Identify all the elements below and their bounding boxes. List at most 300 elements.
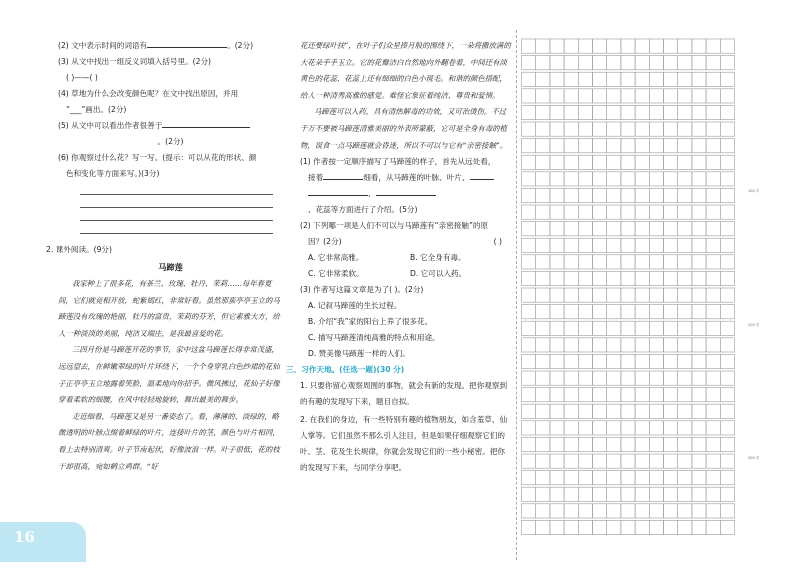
grid-cell[interactable]: [550, 520, 564, 534]
grid-cell[interactable]: [664, 371, 678, 385]
grid-cell[interactable]: [536, 321, 550, 335]
grid-cell[interactable]: [678, 487, 692, 501]
grid-cell[interactable]: [607, 238, 621, 252]
grid-cell[interactable]: [550, 321, 564, 335]
grid-cell[interactable]: [635, 271, 649, 285]
grid-cell[interactable]: [522, 288, 536, 302]
grid-cell[interactable]: [607, 305, 621, 319]
grid-cell[interactable]: [635, 354, 649, 368]
grid-cell[interactable]: [607, 89, 621, 103]
grid-cell[interactable]: [664, 520, 678, 534]
grid-cell[interactable]: [536, 39, 550, 53]
grid-cell[interactable]: [564, 354, 578, 368]
grid-cell[interactable]: [720, 255, 734, 269]
grid-cell[interactable]: [692, 471, 706, 485]
grid-cell[interactable]: [621, 122, 635, 136]
grid-cell[interactable]: [550, 56, 564, 70]
grid-cell[interactable]: [536, 288, 550, 302]
grid-cell[interactable]: [593, 404, 607, 418]
grid-cell[interactable]: [593, 39, 607, 53]
option-a[interactable]: A. 记叙马蹄莲的生长过程。: [308, 301, 402, 311]
grid-cell[interactable]: [621, 404, 635, 418]
grid-cell[interactable]: [692, 454, 706, 468]
grid-cell[interactable]: [692, 89, 706, 103]
grid-cell[interactable]: [578, 454, 592, 468]
grid-cell[interactable]: [536, 371, 550, 385]
grid-cell[interactable]: [593, 471, 607, 485]
grid-cell[interactable]: [536, 56, 550, 70]
grid-cell[interactable]: [578, 404, 592, 418]
question-3-blank[interactable]: ( )——( ): [66, 73, 98, 82]
grid-cell[interactable]: [550, 487, 564, 501]
grid-cell[interactable]: [564, 105, 578, 119]
grid-cell[interactable]: [635, 72, 649, 86]
grid-cell[interactable]: [621, 354, 635, 368]
grid-cell[interactable]: [536, 454, 550, 468]
grid-cell[interactable]: [536, 172, 550, 186]
grid-cell[interactable]: [720, 89, 734, 103]
option-c[interactable]: C. 它非常柔软。: [308, 269, 364, 279]
grid-cell[interactable]: [649, 471, 663, 485]
grid-cell[interactable]: [720, 139, 734, 153]
grid-cell[interactable]: [678, 238, 692, 252]
grid-cell[interactable]: [706, 205, 720, 219]
grid-cell[interactable]: [678, 520, 692, 534]
grid-cell[interactable]: [536, 72, 550, 86]
grid-cell[interactable]: [578, 421, 592, 435]
grid-cell[interactable]: [635, 437, 649, 451]
grid-cell[interactable]: [593, 172, 607, 186]
grid-cell[interactable]: [664, 105, 678, 119]
grid-cell[interactable]: [578, 238, 592, 252]
grid-cell[interactable]: [621, 188, 635, 202]
grid-cell[interactable]: [550, 354, 564, 368]
grid-cell[interactable]: [550, 238, 564, 252]
grid-cell[interactable]: [593, 437, 607, 451]
grid-cell[interactable]: [578, 437, 592, 451]
grid-cell[interactable]: [621, 238, 635, 252]
grid-cell[interactable]: [635, 255, 649, 269]
grid-cell[interactable]: [593, 354, 607, 368]
grid-cell[interactable]: [649, 172, 663, 186]
grid-cell[interactable]: [564, 139, 578, 153]
grid-cell[interactable]: [635, 487, 649, 501]
grid-cell[interactable]: [706, 354, 720, 368]
grid-cell[interactable]: [564, 56, 578, 70]
grid-cell[interactable]: [550, 305, 564, 319]
grid-cell[interactable]: [664, 238, 678, 252]
grid-cell[interactable]: [593, 188, 607, 202]
grid-cell[interactable]: [536, 271, 550, 285]
grid-cell[interactable]: [522, 72, 536, 86]
grid-cell[interactable]: [607, 437, 621, 451]
grid-cell[interactable]: [522, 188, 536, 202]
grid-cell[interactable]: [664, 271, 678, 285]
grid-cell[interactable]: [522, 155, 536, 169]
grid-cell[interactable]: [692, 504, 706, 518]
grid-cell[interactable]: [522, 56, 536, 70]
grid-cell[interactable]: [706, 471, 720, 485]
grid-cell[interactable]: [522, 471, 536, 485]
grid-cell[interactable]: [607, 471, 621, 485]
grid-cell[interactable]: [550, 89, 564, 103]
grid-cell[interactable]: [720, 288, 734, 302]
grid-cell[interactable]: [635, 504, 649, 518]
grid-cell[interactable]: [678, 338, 692, 352]
grid-cell[interactable]: [720, 105, 734, 119]
grid-cell[interactable]: [607, 371, 621, 385]
grid-cell[interactable]: [720, 321, 734, 335]
grid-cell[interactable]: [692, 238, 706, 252]
grid-cell[interactable]: [706, 404, 720, 418]
grid-cell[interactable]: [522, 222, 536, 236]
grid-cell[interactable]: [706, 338, 720, 352]
grid-cell[interactable]: [635, 188, 649, 202]
grid-cell[interactable]: [607, 388, 621, 402]
grid-cell[interactable]: [621, 504, 635, 518]
grid-cell[interactable]: [649, 421, 663, 435]
grid-cell[interactable]: [564, 321, 578, 335]
grid-cell[interactable]: [522, 105, 536, 119]
grid-cell[interactable]: [692, 371, 706, 385]
grid-cell[interactable]: [578, 305, 592, 319]
grid-cell[interactable]: [578, 520, 592, 534]
grid-cell[interactable]: [593, 421, 607, 435]
grid-cell[interactable]: [621, 56, 635, 70]
grid-cell[interactable]: [536, 188, 550, 202]
grid-cell[interactable]: [692, 105, 706, 119]
grid-cell[interactable]: [621, 437, 635, 451]
grid-cell[interactable]: [706, 122, 720, 136]
grid-cell[interactable]: [522, 238, 536, 252]
grid-cell[interactable]: [678, 188, 692, 202]
grid-cell[interactable]: [621, 271, 635, 285]
grid-cell[interactable]: [664, 404, 678, 418]
grid-cell[interactable]: [678, 471, 692, 485]
grid-cell[interactable]: [706, 255, 720, 269]
grid-cell[interactable]: [649, 89, 663, 103]
grid-cell[interactable]: [649, 305, 663, 319]
grid-cell[interactable]: [578, 39, 592, 53]
grid-cell[interactable]: [649, 354, 663, 368]
answer-blank[interactable]: [147, 38, 227, 48]
grid-cell[interactable]: [664, 487, 678, 501]
grid-cell[interactable]: [593, 205, 607, 219]
grid-cell[interactable]: [720, 172, 734, 186]
grid-cell[interactable]: [692, 288, 706, 302]
grid-cell[interactable]: [649, 222, 663, 236]
grid-cell[interactable]: [593, 504, 607, 518]
grid-cell[interactable]: [664, 437, 678, 451]
grid-cell[interactable]: [664, 504, 678, 518]
grid-cell[interactable]: [720, 421, 734, 435]
grid-cell[interactable]: [550, 39, 564, 53]
grid-cell[interactable]: [678, 172, 692, 186]
grid-cell[interactable]: [593, 388, 607, 402]
grid-cell[interactable]: [621, 255, 635, 269]
grid-cell[interactable]: [564, 404, 578, 418]
grid-cell[interactable]: [536, 122, 550, 136]
grid-cell[interactable]: [692, 139, 706, 153]
grid-cell[interactable]: [607, 188, 621, 202]
grid-cell[interactable]: [649, 371, 663, 385]
grid-cell[interactable]: [720, 72, 734, 86]
grid-cell[interactable]: [578, 72, 592, 86]
grid-cell[interactable]: [536, 421, 550, 435]
grid-cell[interactable]: [578, 371, 592, 385]
grid-cell[interactable]: [692, 222, 706, 236]
grid-cell[interactable]: [664, 354, 678, 368]
grid-cell[interactable]: [522, 371, 536, 385]
grid-cell[interactable]: [564, 288, 578, 302]
grid-cell[interactable]: [578, 188, 592, 202]
grid-cell[interactable]: [678, 454, 692, 468]
grid-cell[interactable]: [578, 222, 592, 236]
grid-cell[interactable]: [522, 404, 536, 418]
grid-cell[interactable]: [522, 255, 536, 269]
grid-cell[interactable]: [635, 39, 649, 53]
grid-cell[interactable]: [536, 520, 550, 534]
answer-lines[interactable]: [58, 182, 283, 234]
grid-cell[interactable]: [706, 437, 720, 451]
grid-cell[interactable]: [564, 504, 578, 518]
grid-cell[interactable]: [692, 354, 706, 368]
grid-cell[interactable]: [720, 122, 734, 136]
grid-cell[interactable]: [720, 354, 734, 368]
grid-cell[interactable]: [607, 404, 621, 418]
grid-cell[interactable]: [522, 205, 536, 219]
grid-cell[interactable]: [706, 56, 720, 70]
answer-blank[interactable]: [323, 170, 363, 180]
grid-cell[interactable]: [664, 288, 678, 302]
grid-cell[interactable]: [635, 89, 649, 103]
grid-cell[interactable]: [621, 288, 635, 302]
grid-cell[interactable]: [607, 271, 621, 285]
grid-cell[interactable]: [720, 504, 734, 518]
grid-cell[interactable]: [621, 321, 635, 335]
grid-cell[interactable]: [564, 487, 578, 501]
grid-cell[interactable]: [635, 321, 649, 335]
grid-cell[interactable]: [536, 504, 550, 518]
grid-cell[interactable]: [607, 504, 621, 518]
grid-cell[interactable]: [593, 487, 607, 501]
grid-cell[interactable]: [578, 56, 592, 70]
grid-cell[interactable]: [692, 321, 706, 335]
grid-cell[interactable]: [522, 122, 536, 136]
grid-cell[interactable]: [536, 89, 550, 103]
grid-cell[interactable]: [522, 421, 536, 435]
grid-cell[interactable]: [706, 271, 720, 285]
grid-cell[interactable]: [621, 155, 635, 169]
grid-cell[interactable]: [621, 454, 635, 468]
grid-cell[interactable]: [536, 305, 550, 319]
grid-cell[interactable]: [649, 238, 663, 252]
grid-cell[interactable]: [564, 188, 578, 202]
grid-cell[interactable]: [607, 139, 621, 153]
grid-cell[interactable]: [550, 288, 564, 302]
grid-cell[interactable]: [550, 122, 564, 136]
grid-cell[interactable]: [578, 504, 592, 518]
grid-cell[interactable]: [720, 205, 734, 219]
grid-cell[interactable]: [692, 205, 706, 219]
grid-cell[interactable]: [593, 56, 607, 70]
grid-cell[interactable]: [635, 421, 649, 435]
grid-cell[interactable]: [564, 371, 578, 385]
grid-cell[interactable]: [635, 288, 649, 302]
grid-cell[interactable]: [550, 371, 564, 385]
grid-cell[interactable]: [678, 56, 692, 70]
grid-cell[interactable]: [522, 139, 536, 153]
grid-cell[interactable]: [720, 338, 734, 352]
grid-cell[interactable]: [664, 338, 678, 352]
grid-cell[interactable]: [635, 404, 649, 418]
grid-cell[interactable]: [692, 305, 706, 319]
grid-cell[interactable]: [692, 338, 706, 352]
grid-cell[interactable]: [635, 338, 649, 352]
grid-cell[interactable]: [706, 39, 720, 53]
grid-cell[interactable]: [664, 471, 678, 485]
grid-cell[interactable]: [593, 139, 607, 153]
grid-cell[interactable]: [564, 454, 578, 468]
grid-cell[interactable]: [635, 155, 649, 169]
writing-grid[interactable]: [521, 37, 746, 537]
grid-cell[interactable]: [706, 72, 720, 86]
option-d[interactable]: D. 赞美像马蹄莲一样的人们。: [308, 349, 410, 359]
grid-cell[interactable]: [678, 371, 692, 385]
grid-cell[interactable]: [692, 155, 706, 169]
grid-cell[interactable]: [635, 471, 649, 485]
option-a[interactable]: A. 它非常高雅。: [308, 253, 364, 263]
grid-cell[interactable]: [706, 105, 720, 119]
grid-cell[interactable]: [593, 371, 607, 385]
grid-cell[interactable]: [706, 321, 720, 335]
grid-cell[interactable]: [664, 205, 678, 219]
grid-cell[interactable]: [564, 437, 578, 451]
grid-cell[interactable]: [550, 222, 564, 236]
grid-cell[interactable]: [536, 238, 550, 252]
grid-cell[interactable]: [564, 72, 578, 86]
grid-cell[interactable]: [522, 338, 536, 352]
grid-cell[interactable]: [578, 487, 592, 501]
option-c[interactable]: C. 描写马蹄莲清纯高雅的特点和用途。: [308, 333, 440, 343]
grid-cell[interactable]: [678, 437, 692, 451]
grid-cell[interactable]: [706, 139, 720, 153]
grid-cell[interactable]: [635, 122, 649, 136]
grid-cell[interactable]: [564, 89, 578, 103]
grid-cell[interactable]: [720, 56, 734, 70]
grid-cell[interactable]: [692, 520, 706, 534]
grid-cell[interactable]: [649, 437, 663, 451]
grid-cell[interactable]: [621, 39, 635, 53]
grid-cell[interactable]: [607, 255, 621, 269]
grid-cell[interactable]: [522, 504, 536, 518]
grid-cell[interactable]: [720, 155, 734, 169]
grid-cell[interactable]: [536, 255, 550, 269]
grid-cell[interactable]: [578, 139, 592, 153]
grid-cell[interactable]: [522, 388, 536, 402]
grid-cell[interactable]: [621, 139, 635, 153]
grid-cell[interactable]: [635, 371, 649, 385]
grid-cell[interactable]: [621, 371, 635, 385]
grid-cell[interactable]: [692, 487, 706, 501]
grid-cell[interactable]: [635, 172, 649, 186]
grid-cell[interactable]: [621, 205, 635, 219]
grid-cell[interactable]: [692, 122, 706, 136]
grid-cell[interactable]: [578, 105, 592, 119]
grid-cell[interactable]: [649, 520, 663, 534]
grid-cell[interactable]: [564, 172, 578, 186]
grid-cell[interactable]: [692, 39, 706, 53]
option-b[interactable]: B. 它全身有毒。: [410, 253, 466, 263]
grid-cell[interactable]: [621, 72, 635, 86]
grid-cell[interactable]: [720, 404, 734, 418]
answer-blank[interactable]: [308, 186, 368, 196]
grid-cell[interactable]: [649, 288, 663, 302]
grid-cell[interactable]: [522, 39, 536, 53]
grid-cell[interactable]: [678, 354, 692, 368]
grid-cell[interactable]: [692, 72, 706, 86]
grid-cell[interactable]: [593, 122, 607, 136]
grid-cell[interactable]: [635, 388, 649, 402]
grid-cell[interactable]: [678, 421, 692, 435]
grid-cell[interactable]: [635, 454, 649, 468]
grid-cell[interactable]: [550, 388, 564, 402]
grid-cell[interactable]: [635, 139, 649, 153]
grid-cell[interactable]: [593, 72, 607, 86]
grid-cell[interactable]: [550, 105, 564, 119]
grid-cell[interactable]: [678, 72, 692, 86]
grid-cell[interactable]: [649, 39, 663, 53]
grid-cell[interactable]: [550, 421, 564, 435]
answer-blank[interactable]: [162, 118, 250, 128]
grid-cell[interactable]: [706, 520, 720, 534]
grid-cell[interactable]: [635, 520, 649, 534]
grid-cell[interactable]: [664, 305, 678, 319]
grid-cell[interactable]: [607, 421, 621, 435]
grid-cell[interactable]: [649, 404, 663, 418]
grid-cell[interactable]: [564, 255, 578, 269]
grid-cell[interactable]: [564, 388, 578, 402]
grid-cell[interactable]: [706, 421, 720, 435]
grid-cell[interactable]: [607, 72, 621, 86]
grid-cell[interactable]: [706, 371, 720, 385]
grid-cell[interactable]: [578, 155, 592, 169]
grid-cell[interactable]: [607, 454, 621, 468]
grid-cell[interactable]: [692, 172, 706, 186]
grid-cell[interactable]: [578, 321, 592, 335]
grid-cell[interactable]: [621, 305, 635, 319]
grid-cell[interactable]: [664, 56, 678, 70]
grid-cell[interactable]: [522, 172, 536, 186]
grid-cell[interactable]: [536, 437, 550, 451]
grid-cell[interactable]: [578, 89, 592, 103]
grid-cell[interactable]: [706, 487, 720, 501]
grid-cell[interactable]: [664, 421, 678, 435]
grid-cell[interactable]: [720, 487, 734, 501]
grid-cell[interactable]: [720, 222, 734, 236]
grid-cell[interactable]: [678, 39, 692, 53]
grid-cell[interactable]: [664, 72, 678, 86]
grid-cell[interactable]: [536, 205, 550, 219]
grid-cell[interactable]: [720, 271, 734, 285]
option-d[interactable]: D. 它可以入药。: [410, 269, 467, 279]
grid-cell[interactable]: [564, 155, 578, 169]
grid-cell[interactable]: [607, 354, 621, 368]
grid-cell[interactable]: [536, 471, 550, 485]
grid-cell[interactable]: [692, 188, 706, 202]
grid-cell[interactable]: [550, 454, 564, 468]
grid-cell[interactable]: [720, 371, 734, 385]
